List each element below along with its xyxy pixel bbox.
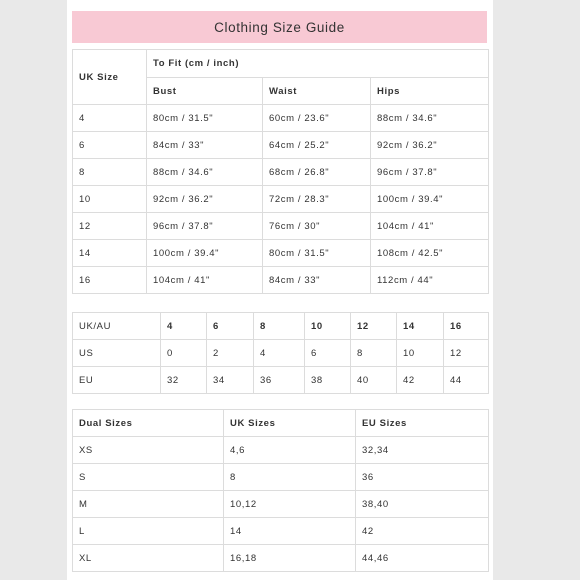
table-row — [73, 340, 489, 367]
hips-cell: 88cm / 34.6" — [371, 105, 489, 132]
bust-cell: 104cm / 41" — [147, 267, 263, 294]
waist-cell: 64cm / 25.2" — [263, 132, 371, 159]
bust-cell: 100cm / 39.4" — [147, 240, 263, 267]
measurements-table — [72, 49, 489, 294]
table-cell: 14 — [397, 313, 444, 340]
table-row — [73, 267, 489, 294]
waist-header: Waist — [263, 78, 371, 105]
row-label: UK/AU — [73, 313, 161, 340]
table-header-row — [73, 410, 489, 437]
eu-cell: 32,34 — [356, 437, 489, 464]
dual-sizes-table — [72, 409, 489, 572]
uk-cell: 16,18 — [224, 545, 356, 572]
hips-cell: 108cm / 42.5" — [371, 240, 489, 267]
conversion-table — [72, 312, 489, 394]
hips-cell: 104cm / 41" — [371, 213, 489, 240]
table-row — [73, 186, 489, 213]
hips-cell: 96cm / 37.8" — [371, 159, 489, 186]
table-row — [73, 437, 489, 464]
table-cell: 6 — [207, 313, 254, 340]
eu-cell: 36 — [356, 464, 489, 491]
dual-cell: XL — [73, 545, 224, 572]
bust-header: Bust — [147, 78, 263, 105]
table-cell: 12 — [351, 313, 397, 340]
eu-cell: 42 — [356, 518, 489, 545]
size-cell: 6 — [73, 132, 147, 159]
size-cell: 4 — [73, 105, 147, 132]
hips-cell: 112cm / 44" — [371, 267, 489, 294]
size-cell: 16 — [73, 267, 147, 294]
table-cell: 32 — [161, 367, 207, 394]
table-cell: 8 — [351, 340, 397, 367]
table-row — [73, 367, 489, 394]
table-row — [73, 105, 489, 132]
table-cell: 0 — [161, 340, 207, 367]
bust-cell: 84cm / 33" — [147, 132, 263, 159]
dual-cell: S — [73, 464, 224, 491]
uk-cell: 8 — [224, 464, 356, 491]
table-cell: 40 — [351, 367, 397, 394]
waist-cell: 60cm / 23.6" — [263, 105, 371, 132]
dual-sizes-header: Dual Sizes — [73, 410, 224, 437]
bust-cell: 88cm / 34.6" — [147, 159, 263, 186]
table-cell: 12 — [444, 340, 489, 367]
table-row — [73, 213, 489, 240]
to-fit-header: To Fit (cm / inch) — [147, 50, 489, 78]
table-row — [73, 518, 489, 545]
uk-size-header: UK Size — [73, 50, 147, 105]
uk-cell: 14 — [224, 518, 356, 545]
table-row — [73, 545, 489, 572]
waist-cell: 76cm / 30" — [263, 213, 371, 240]
size-cell: 10 — [73, 186, 147, 213]
table-cell: 8 — [254, 313, 305, 340]
table-cell: 2 — [207, 340, 254, 367]
table-cell: 16 — [444, 313, 489, 340]
table-header-row — [73, 50, 489, 78]
bust-cell: 96cm / 37.8" — [147, 213, 263, 240]
size-cell: 14 — [73, 240, 147, 267]
table-cell: 44 — [444, 367, 489, 394]
table-row — [73, 313, 489, 340]
table-cell: 6 — [305, 340, 351, 367]
table-cell: 10 — [305, 313, 351, 340]
dual-cell: L — [73, 518, 224, 545]
waist-cell: 84cm / 33" — [263, 267, 371, 294]
row-label: EU — [73, 367, 161, 394]
bust-cell: 92cm / 36.2" — [147, 186, 263, 213]
uk-sizes-header: UK Sizes — [224, 410, 356, 437]
hips-cell: 92cm / 36.2" — [371, 132, 489, 159]
eu-cell: 38,40 — [356, 491, 489, 518]
table-cell: 4 — [161, 313, 207, 340]
table-cell: 10 — [397, 340, 444, 367]
hips-header: Hips — [371, 78, 489, 105]
table-row — [73, 159, 489, 186]
uk-cell: 4,6 — [224, 437, 356, 464]
hips-cell: 100cm / 39.4" — [371, 186, 489, 213]
waist-cell: 68cm / 26.8" — [263, 159, 371, 186]
table-row — [73, 491, 489, 518]
table-row — [73, 240, 489, 267]
bust-cell: 80cm / 31.5" — [147, 105, 263, 132]
table-cell: 38 — [305, 367, 351, 394]
table-row — [73, 132, 489, 159]
table-row — [73, 464, 489, 491]
row-label: US — [73, 340, 161, 367]
eu-sizes-header: EU Sizes — [356, 410, 489, 437]
table-cell: 34 — [207, 367, 254, 394]
waist-cell: 80cm / 31.5" — [263, 240, 371, 267]
table-cell: 4 — [254, 340, 305, 367]
uk-cell: 10,12 — [224, 491, 356, 518]
size-guide-page — [67, 0, 493, 580]
dual-cell: M — [73, 491, 224, 518]
size-cell: 8 — [73, 159, 147, 186]
table-cell: 42 — [397, 367, 444, 394]
size-cell: 12 — [73, 213, 147, 240]
eu-cell: 44,46 — [356, 545, 489, 572]
table-cell: 36 — [254, 367, 305, 394]
page-title: Clothing Size Guide — [72, 11, 487, 43]
dual-cell: XS — [73, 437, 224, 464]
waist-cell: 72cm / 28.3" — [263, 186, 371, 213]
